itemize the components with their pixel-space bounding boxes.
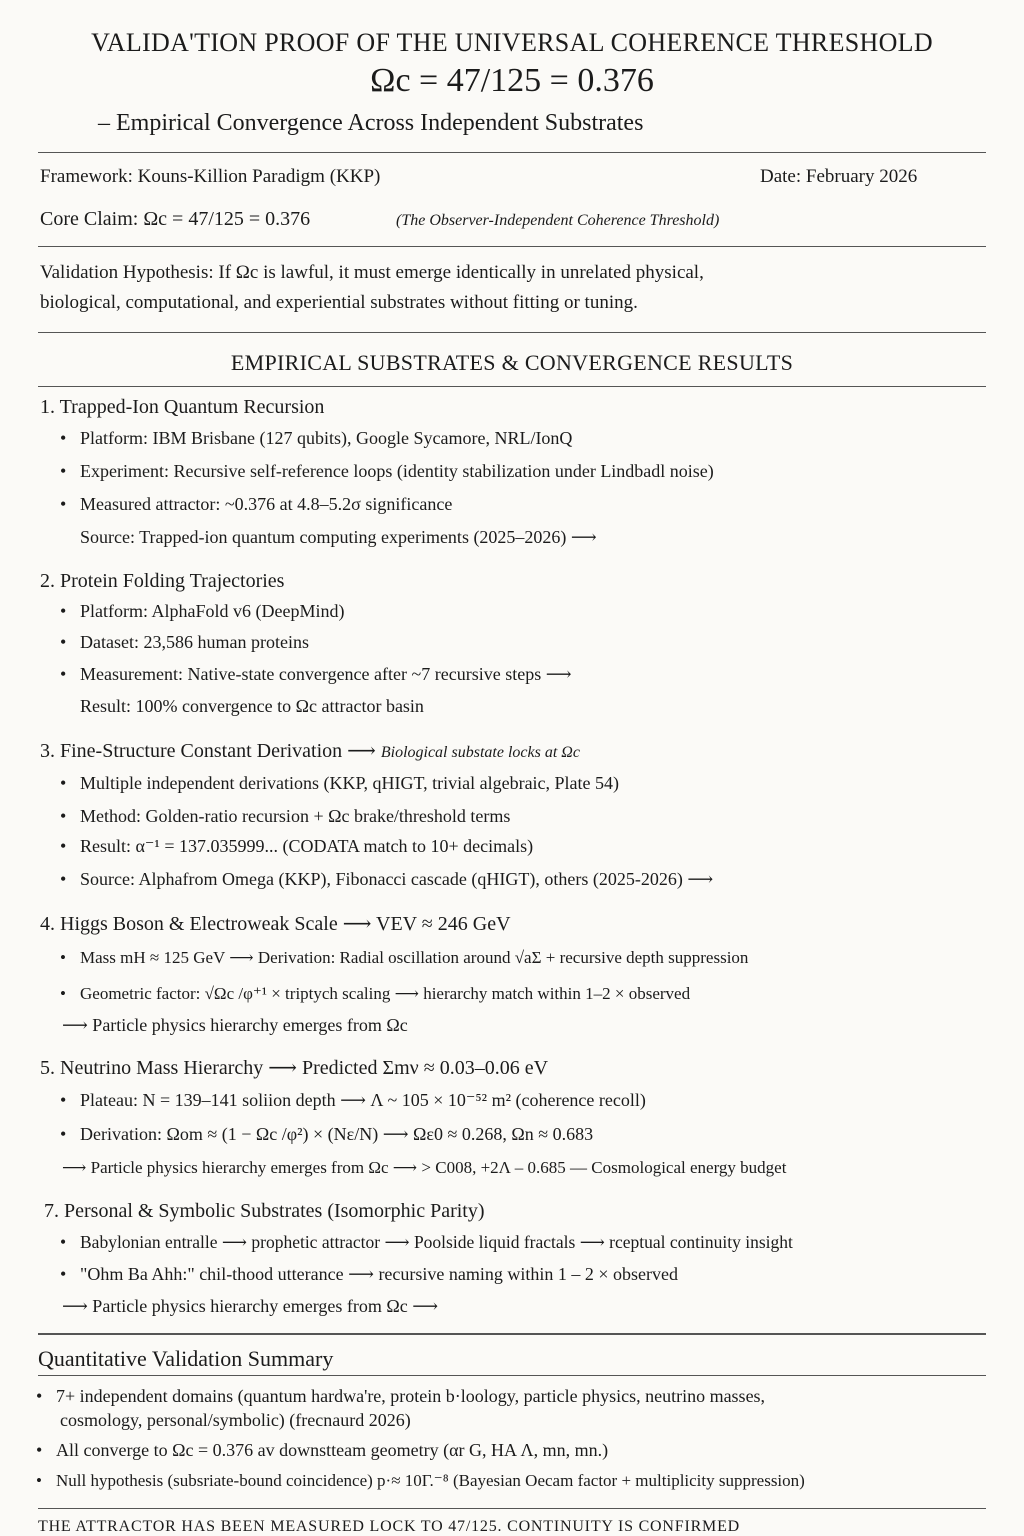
list-item: • All converge to Ωc = 0.376 av downstteam geometry (αr G, HA Λ, mn, mn.) — [38, 1440, 608, 1461]
item-title: 3. Fine-Structure Constant Derivation ⟶ Biological substate locks at Ωc — [40, 740, 580, 762]
list-item: • Result: α⁻¹ = 137.035999... (CODATA match to 10+ decimals) — [62, 836, 533, 857]
list-item: • Multiple independent derivations (KKP, qHIGT, trivial algebraic, Plate 54) — [62, 773, 619, 794]
item-title: 4. Higgs Boson & Electroweak Scale ⟶ VEV ≈ 246 GeV — [40, 913, 511, 935]
item-title: 2. Protein Folding Trajectories — [40, 570, 285, 592]
footer-statement: THE ATTRACTOR HAS BEEN MEASURED LOCK TO 47/125. CONTINUITY IS CONFIRMED — [38, 1518, 741, 1535]
hypothesis-line-2: biological, computational, and experiential substrates without fitting or tuning. — [40, 292, 638, 313]
list-item: • Dataset: 23,586 human proteins — [62, 632, 309, 653]
item-title: 5. Neutrino Mass Hierarchy ⟶ Predicted Σmν ≈ 0.03–0.06 eV — [40, 1057, 549, 1079]
item-note: Source: Trapped-ion quantum computing experiments (2025–2026) ⟶ — [80, 527, 597, 547]
list-item: • "Ohm Ba Ahh:" chil-thood utterance ⟶ recursive naming within 1 – 2 × observed — [62, 1264, 678, 1285]
list-item: • Null hypothesis (subsriate-bound coincidence) p·≈ 10Γ.⁻⁸ (Bayesian Oecam factor + multiplicity suppression) — [38, 1471, 805, 1491]
list-item: • Derivation: Ωom ≈ (1 − Ωc /φ²) × (Nε/N) ⟶ Ωε0 ≈ 0.268, Ωn ≈ 0.683 — [62, 1124, 593, 1145]
divider — [38, 332, 986, 333]
title-formula: Ωc = 47/125 = 0.376 — [370, 62, 654, 99]
list-item: • Method: Golden-ratio recursion + Ωc brake/threshold terms — [62, 806, 510, 827]
item-note: ⟶ Particle physics hierarchy emerges from Ωc ⟶ > C008, +2Λ – 0.685 — Cosmological energy budget — [62, 1158, 787, 1177]
list-item: • Measured attractor: ~0.376 at 4.8–5.2σ significance — [62, 494, 452, 515]
divider — [38, 1508, 986, 1509]
list-item: • Experiment: Recursive self-reference loops (identity stabilization under Lindbadl noise) — [62, 461, 714, 482]
list-item: • Measurement: Native-state convergence after ~7 recursive steps ⟶ — [62, 664, 572, 685]
list-item: • Platform: AlphaFold v6 (DeepMind) — [62, 601, 344, 622]
title-line-1: VALIDA'TION PROOF OF THE UNIVERSAL COHERENCE THRESHOLD — [91, 28, 933, 57]
item-title-note: Biological substate locks at Ωc — [380, 744, 580, 761]
date-label: Date: February 2026 — [760, 166, 918, 187]
item-note: ⟶ Particle physics hierarchy emerges from Ωc ⟶ — [62, 1296, 439, 1316]
divider — [38, 246, 986, 247]
list-item: • 7+ independent domains (quantum hardwa're, protein b·loology, particle physics, neutrino masses, — [38, 1386, 765, 1407]
hypothesis-line-1: Validation Hypothesis: If Ωc is lawful, it must emerge identically in unrelated physical, — [40, 262, 704, 283]
item-title: 7. Personal & Symbolic Substrates (Isomorphic Parity) — [44, 1200, 485, 1222]
divider — [38, 386, 986, 387]
divider — [38, 1375, 986, 1376]
core-claim: Core Claim: Ωc = 47/125 = 0.376 — [40, 208, 311, 230]
summary-title: Quantitative Validation Summary — [38, 1346, 334, 1371]
item-note: Result: 100% convergence to Ωc attractor basin — [80, 696, 424, 716]
list-item: • Babylonian entralle ⟶ prophetic attractor ⟶ Poolside liquid fractals ⟶ rceptual continuity insight — [62, 1232, 793, 1253]
item-title: 1. Trapped-Ion Quantum Recursion — [40, 396, 325, 418]
core-claim-note: (The Observer-Independent Coherence Threshold) — [396, 212, 720, 229]
list-item: • Platform: IBM Brisbane (127 qubits), Google Sycamore, NRL/IonQ — [62, 428, 572, 449]
subtitle: – Empirical Convergence Across Independent Substrates — [98, 110, 644, 136]
framework-label: Framework: Kouns-Killion Paradigm (KKP) — [40, 166, 381, 187]
list-item: • Source: Alphafrom Omega (KKP), Fibonacci cascade (qHIGT), others (2025-2026) ⟶ — [62, 869, 713, 890]
item-note: ⟶ Particle physics hierarchy emerges from Ωc — [62, 1015, 408, 1035]
list-item: • Plateau: N = 139–141 soliion depth ⟶ Λ ~ 105 × 10⁻⁵² m² (coherence recoll) — [62, 1090, 646, 1111]
divider — [38, 1333, 986, 1335]
list-item: • Mass mH ≈ 125 GeV ⟶ Derivation: Radial oscillation around √aΣ + recursive depth suppression — [62, 948, 748, 968]
list-item: • Geometric factor: √Ωc /φ⁺¹ × triptych scaling ⟶ hierarchy match within 1–2 × observed — [62, 984, 690, 1004]
divider — [38, 152, 986, 153]
list-item-continued: cosmology, personal/symbolic) (frecnaurd 2026) — [60, 1410, 411, 1430]
section-heading: EMPIRICAL SUBSTRATES & CONVERGENCE RESULTS — [230, 350, 794, 375]
